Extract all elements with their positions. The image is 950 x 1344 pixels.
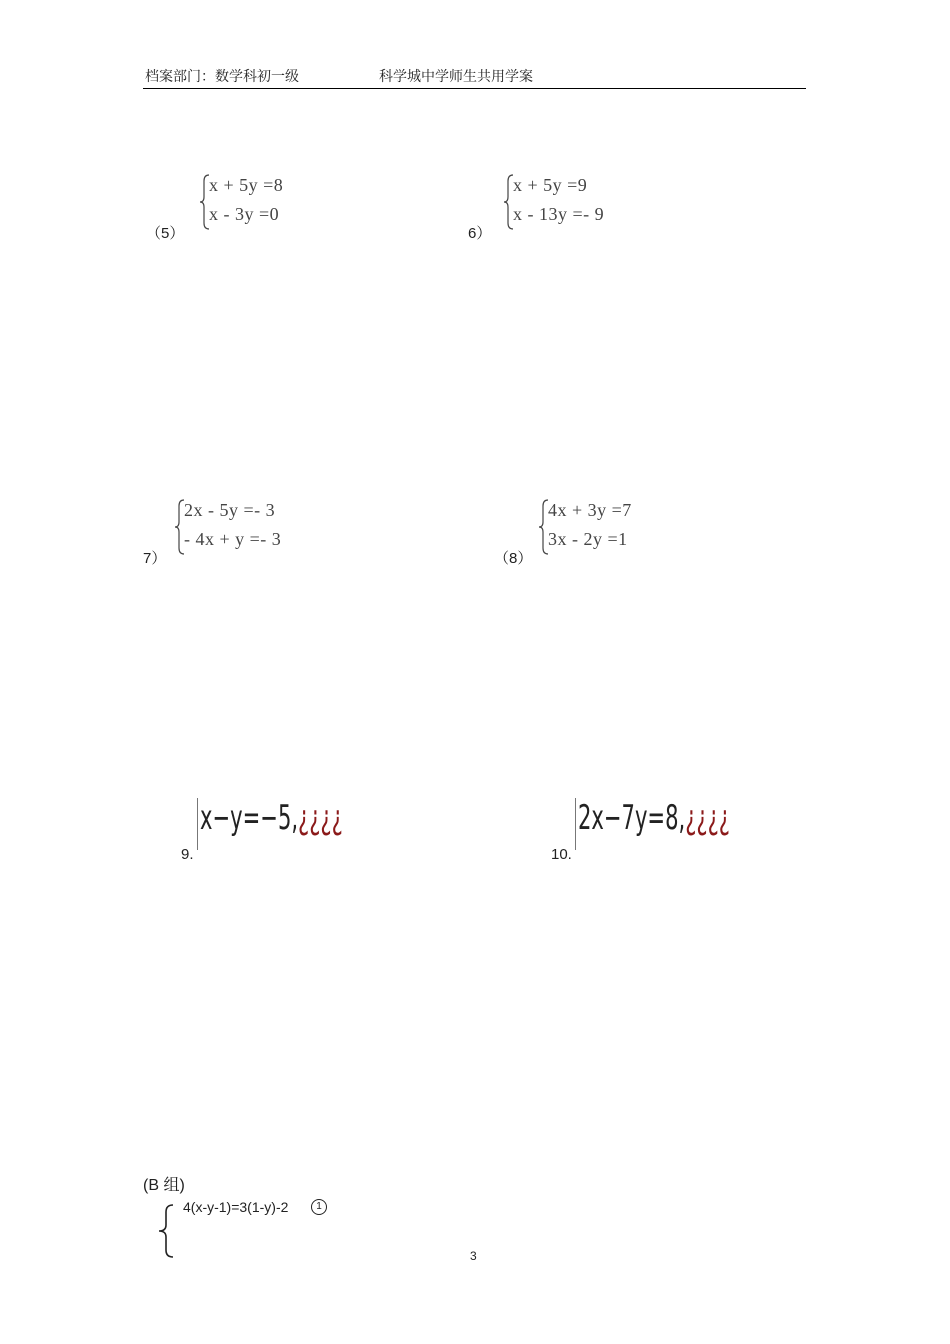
problem-7-eq2: - 4x + y =- 3: [184, 529, 282, 549]
problem-5-label: （5）: [146, 225, 185, 242]
problem-10-equation: [578, 798, 730, 838]
problem-9-label: 9.: [181, 846, 194, 863]
problem-10-junk: ¿¿¿¿: [685, 798, 730, 838]
problem-5-eq2: x - 3y =0: [209, 204, 280, 224]
page-number: 3: [470, 1249, 477, 1263]
problem-9-equation: [200, 798, 343, 838]
problem-10-label: 10.: [551, 846, 572, 863]
problem-6-eq2: x - 13y =- 9: [513, 204, 605, 224]
section-b-eq1: 4(x-y-1)=3(1-y)-2: [183, 1199, 289, 1215]
page-header: [143, 66, 806, 89]
left-brace-icon: [156, 1203, 176, 1259]
problem-9-text: x−y=−5,: [200, 798, 299, 838]
problem-6-eq1: x + 5y =9: [513, 175, 588, 195]
problem-7-eq1: 2x - 5y =- 3: [184, 500, 276, 520]
problem-9-brace-line: [197, 798, 198, 850]
problem-8-eq2: 3x - 2y =1: [548, 529, 628, 549]
header-department: 档案部门：数学科初一级: [145, 70, 299, 85]
problem-9-junk: ¿¿¿¿: [298, 798, 343, 838]
problem-8-eq1: 4x + 3y =7: [548, 500, 632, 520]
problem-5-eq1: x + 5y =8: [209, 175, 284, 195]
circled-number-1: 1: [311, 1199, 327, 1215]
problem-7-label: 7）: [143, 550, 167, 567]
problem-6-label: 6）: [468, 225, 492, 242]
section-b-title: (B 组): [143, 1177, 185, 1194]
header-school: 科学城中学师生共用学案: [379, 70, 533, 85]
problem-10-brace-line: [575, 798, 576, 850]
problem-10-text: 2x−7y=8,: [578, 798, 686, 838]
problem-8-label: （8）: [494, 550, 533, 567]
